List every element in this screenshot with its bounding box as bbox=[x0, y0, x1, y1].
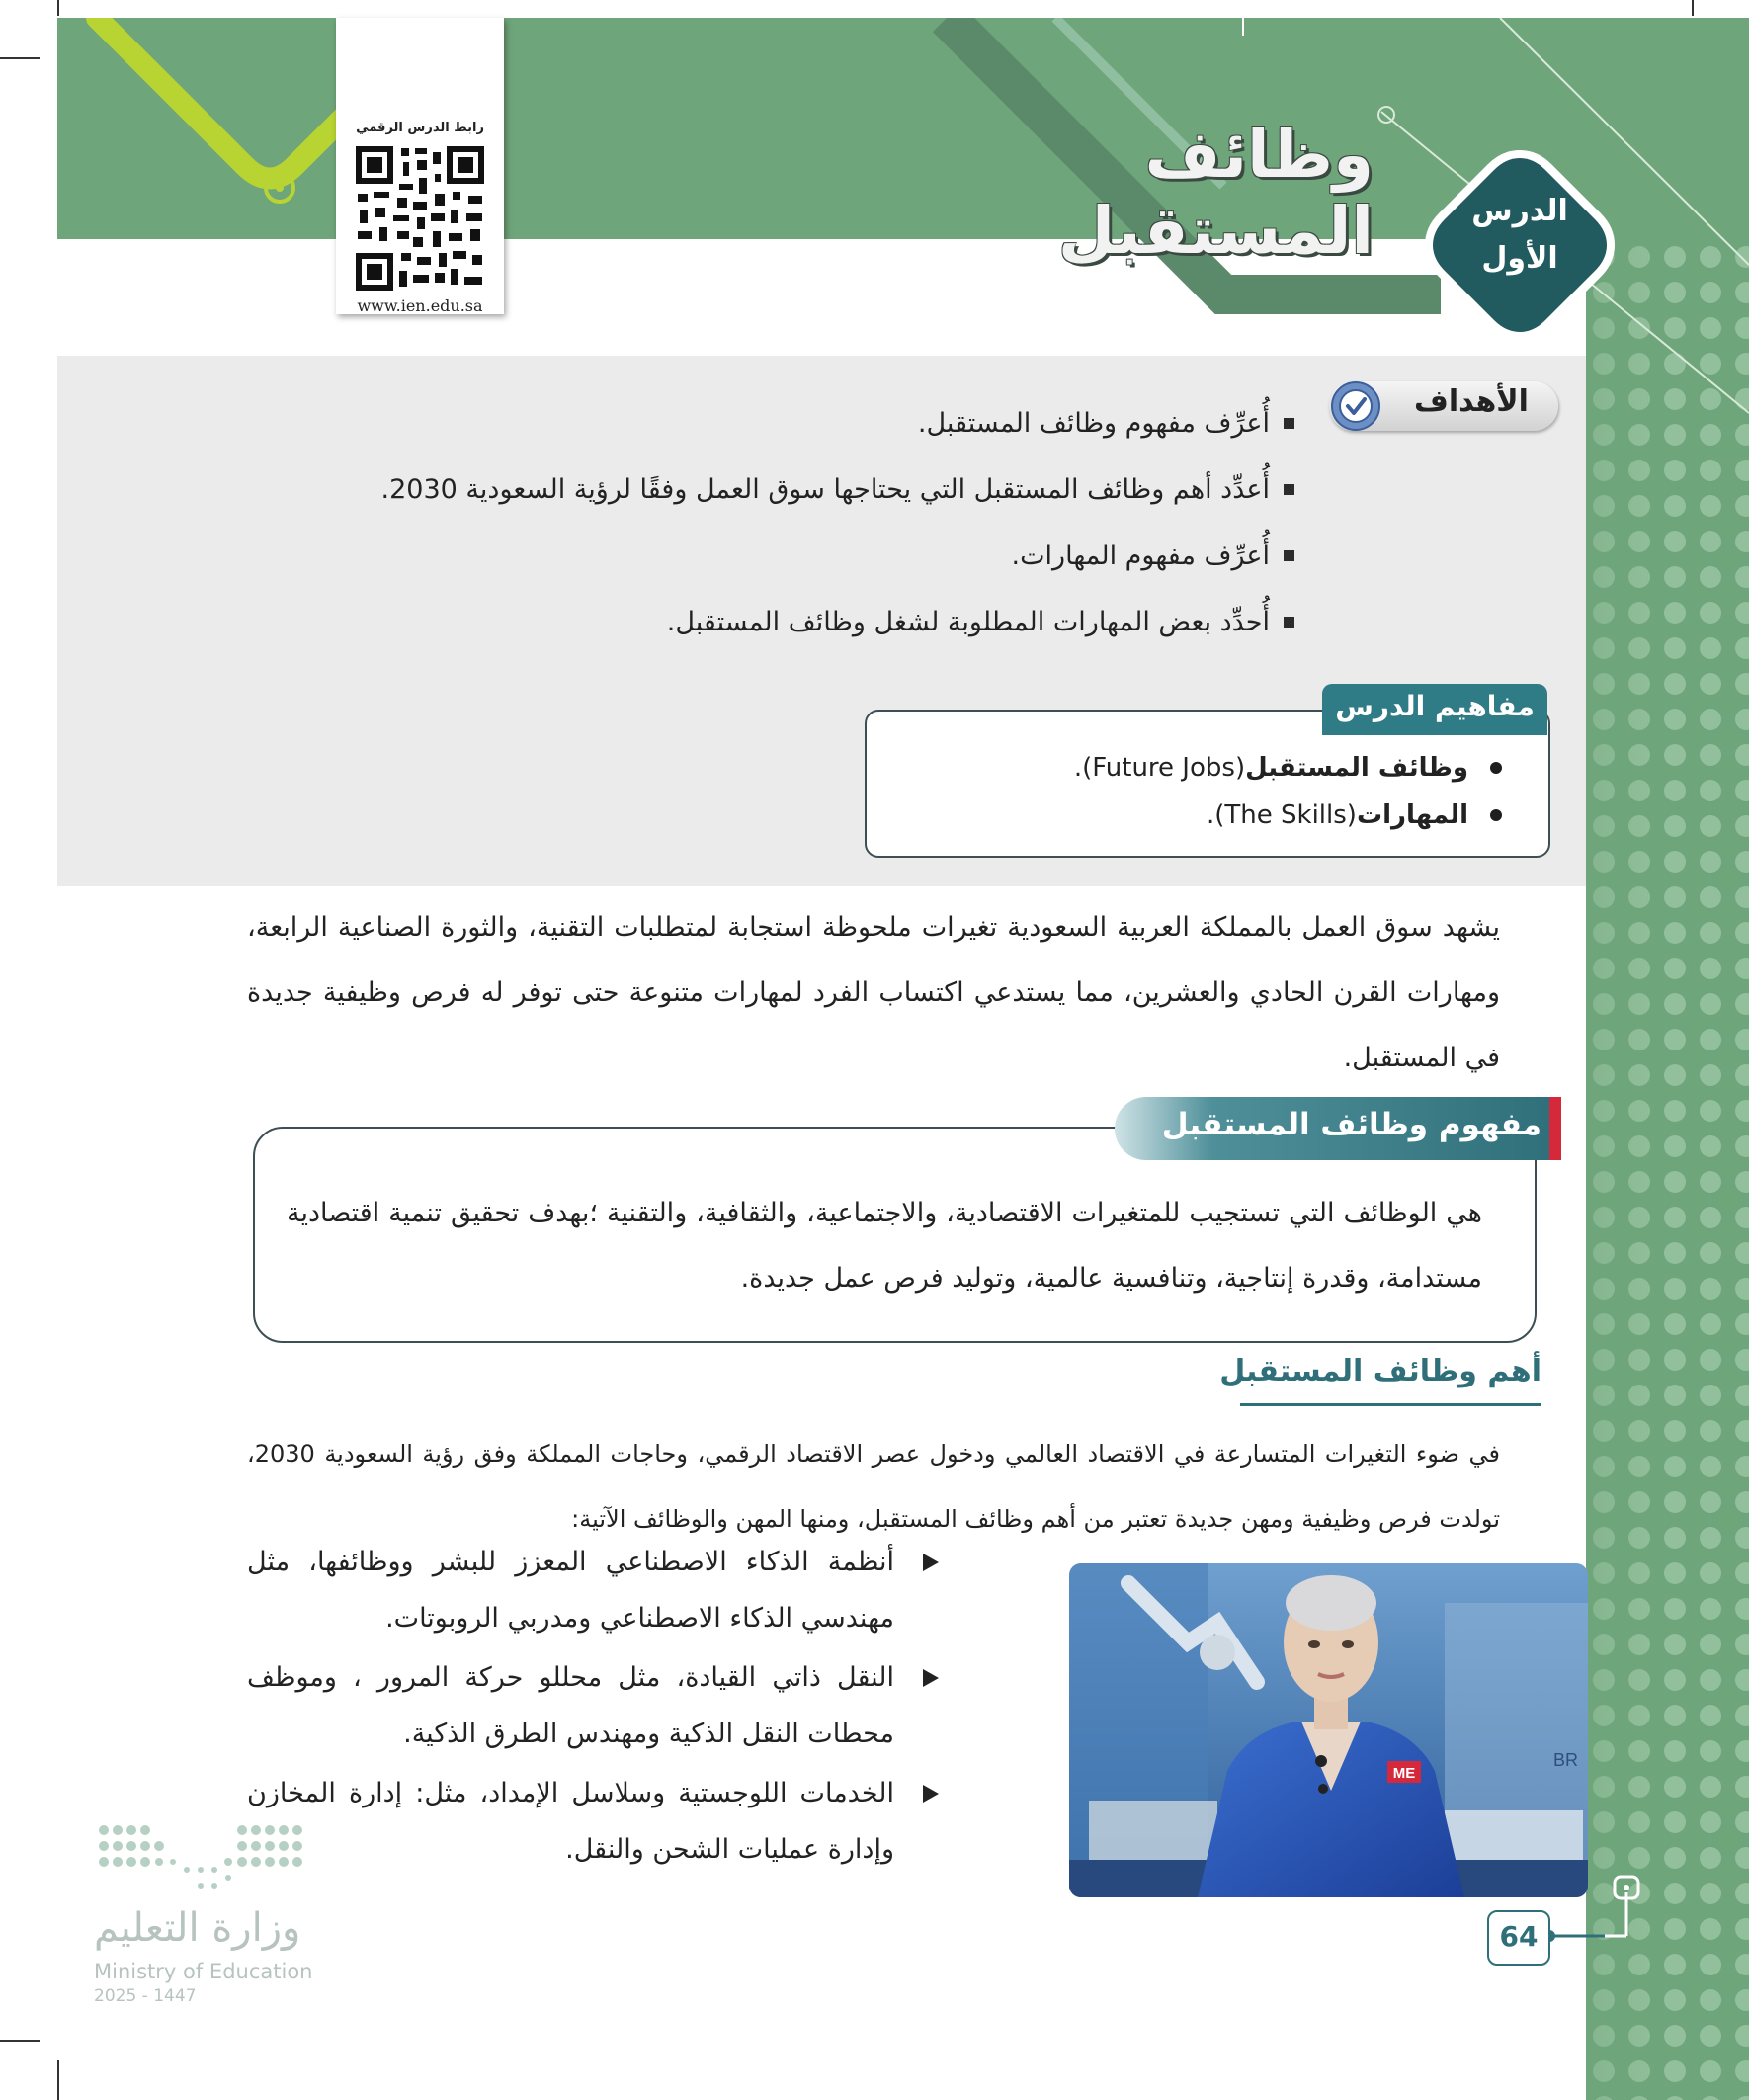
objective-item bbox=[356, 390, 1294, 457]
objectives-list bbox=[356, 390, 1294, 655]
objective-text: أُحدِّد بعض المهارات المطلوبة لشغل وظائف المستقبل. bbox=[666, 607, 1270, 637]
triangle-bullet-icon bbox=[923, 1669, 939, 1687]
dot-bullet-icon bbox=[1490, 809, 1502, 821]
page-number: 64 bbox=[1499, 1920, 1539, 1953]
square-bullet-icon bbox=[1284, 617, 1294, 628]
page-title: وظائف المستقبل bbox=[1057, 117, 1374, 269]
objective-item bbox=[356, 457, 1294, 523]
job-item bbox=[247, 1765, 939, 1878]
objective-item bbox=[356, 589, 1294, 655]
job-text: أنظمة الذكاء الاصطناعي المعزز للبشر ووظائفها، مثل مهندسي الذكاء الاصطناعي ومدربي الروبوتات. bbox=[247, 1547, 894, 1634]
right-decor-dots bbox=[1586, 239, 1749, 2100]
robot-photo bbox=[1069, 1563, 1588, 1897]
concept-item bbox=[949, 800, 1502, 830]
qr-card[interactable] bbox=[336, 18, 504, 314]
crop-mark-tl-h bbox=[0, 57, 40, 59]
ministry-logo-icon bbox=[94, 1820, 311, 1899]
badge-text: ME bbox=[1392, 1765, 1416, 1782]
lesson-badge-line2: الأول bbox=[1481, 241, 1558, 276]
dot-bullet-icon bbox=[1490, 762, 1502, 774]
qr-code-icon[interactable] bbox=[354, 144, 486, 293]
crop-mark-bl-v bbox=[57, 2060, 59, 2100]
qr-label: رابط الدرس الرقمي bbox=[356, 121, 484, 135]
important-jobs-heading: أهم وظائف المستقبل bbox=[1219, 1354, 1541, 1388]
crop-mark-bl-h bbox=[0, 2040, 40, 2042]
important-jobs-list bbox=[247, 1534, 939, 1881]
triangle-bullet-icon bbox=[923, 1785, 939, 1803]
background-text: BR bbox=[1553, 1750, 1579, 1770]
triangle-bullet-icon bbox=[923, 1554, 939, 1571]
objective-text: أُعدِّد أهم وظائف المستقبل التي يحتاجها سوق العمل وفقًا لرؤية السعودية 2030. bbox=[380, 474, 1270, 505]
objective-item bbox=[356, 523, 1294, 589]
definition-tab-marker bbox=[1549, 1097, 1561, 1160]
square-bullet-icon bbox=[1284, 418, 1294, 429]
intro-paragraph: يشهد سوق العمل بالمملكة العربية السعودية تغيرات ملحوظة استجابة لمتطلبات التقنية، والثورة الصناعية الرابعة، ومهارات القرن الحادي والعشرين، مما يستدعي اكتساب الفرد لمهارات متنوعة حتى توفر له فرص وظيفية جديدة في المستقبل. bbox=[247, 912, 1500, 1073]
qr-url[interactable]: www.ien.edu.sa bbox=[357, 296, 483, 315]
check-badge-icon bbox=[1330, 380, 1381, 432]
concept-english: (Future Jobs). bbox=[1073, 753, 1246, 783]
important-jobs-intro: في ضوء التغيرات المتسارعة في الاقتصاد العالمي ودخول عصر الاقتصاد الرقمي، وحاجات المملكة وفق رؤية السعودية 2030، تولدت فرص وظيفية ومهن جديدة تعتبر من أهم وظائف المستقبل، ومنها المهن والوظائف الآتية: bbox=[247, 1440, 1500, 1533]
job-text: النقل ذاتي القيادة، مثل محللو حركة المرور ، وموظف محطات النقل الذكية ومهندس الطرق الذكية. bbox=[247, 1662, 894, 1749]
concepts-label: مفاهيم الدرس bbox=[1335, 690, 1535, 722]
page-number-connector bbox=[1543, 1873, 1652, 1944]
heading-underline bbox=[1240, 1403, 1541, 1406]
objective-text: أُعرِّف مفهوم المهارات. bbox=[1011, 541, 1270, 571]
lesson-badge-line1: الدرس bbox=[1471, 194, 1568, 228]
square-bullet-icon bbox=[1284, 550, 1294, 561]
lesson-badge-text bbox=[1433, 188, 1607, 283]
job-item bbox=[247, 1534, 939, 1646]
concept-term: المهارات bbox=[1356, 800, 1468, 830]
crop-mark-tr-v bbox=[1692, 0, 1694, 16]
ministry-name-en: Ministry of Education bbox=[94, 1960, 313, 1983]
job-text: الخدمات اللوجستية وسلاسل الإمداد، مثل: إدارة المخازن وإدارة عمليات الشحن والنقل. bbox=[247, 1778, 894, 1865]
objective-text: أُعرِّف مفهوم وظائف المستقبل. bbox=[917, 408, 1270, 439]
concept-item bbox=[949, 753, 1502, 783]
objectives-label: الأهداف bbox=[1414, 384, 1529, 419]
ministry-name-ar: وزارة التعليم bbox=[94, 1905, 301, 1951]
definition-text: هي الوظائف التي تستجيب للمتغيرات الاقتصادية، والاجتماعية، والثقافية، والتقنية ؛بهدف تحقيق تنمية اقتصادية مستدامة، وقدرة إنتاجية، وتنافسية عالمية، وتوليد فرص عمل جديدة. bbox=[287, 1198, 1482, 1294]
definition-heading: مفهوم وظائف المستقبل bbox=[1161, 1107, 1541, 1142]
ministry-year: 2025 - 1447 bbox=[94, 1986, 197, 2006]
square-bullet-icon bbox=[1284, 484, 1294, 495]
concept-term: وظائف المستقبل bbox=[1245, 753, 1468, 783]
concept-english: (The Skills). bbox=[1206, 800, 1357, 830]
job-item bbox=[247, 1649, 939, 1762]
crop-mark-tl-v bbox=[57, 0, 59, 16]
